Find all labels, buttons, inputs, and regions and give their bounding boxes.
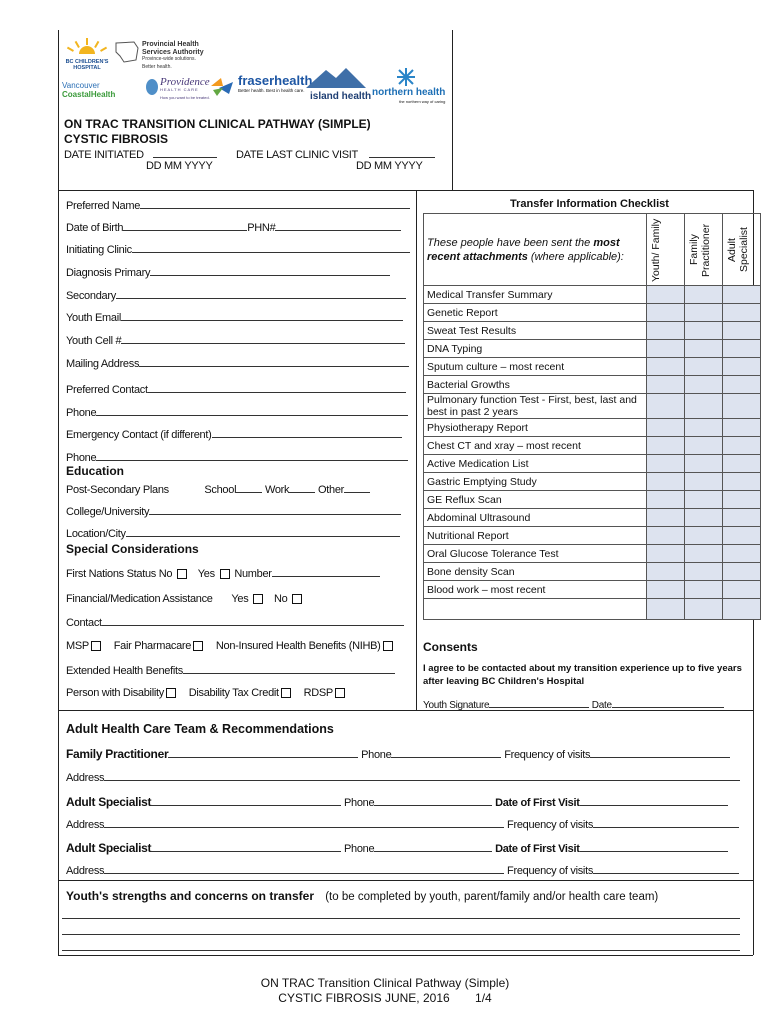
spec2-address-row: [66, 864, 739, 877]
financial-no-label: No: [273, 593, 288, 605]
college-field[interactable]: [149, 505, 401, 515]
checklist-check-fp[interactable]: [685, 491, 723, 509]
checklist-row: [424, 286, 761, 304]
nihb-checkbox[interactable]: [383, 641, 393, 651]
spec2-address-field[interactable]: [104, 864, 504, 874]
checklist-check-spec[interactable]: [723, 599, 761, 620]
college-label: College/University: [66, 506, 150, 518]
diagnosis-primary-field[interactable]: [150, 266, 390, 276]
strengths-line-2[interactable]: [62, 934, 740, 935]
checklist-row: [424, 509, 761, 527]
checklist-check-fp[interactable]: [685, 473, 723, 491]
logo-island: island health: [310, 91, 372, 102]
number-label: Number: [234, 568, 272, 580]
post-secondary-row: [66, 483, 370, 496]
special-heading: Special Considerations: [66, 542, 199, 556]
initiating-clinic-field[interactable]: [132, 243, 410, 253]
fp-address-row: [66, 771, 740, 784]
checklist-row: [424, 527, 761, 545]
preferred-name-row: [66, 199, 410, 212]
checklist-check-youth[interactable]: [647, 599, 685, 620]
spec1-address-field[interactable]: [104, 818, 504, 828]
checklist-row: [424, 473, 761, 491]
checklist-check-youth[interactable]: [647, 473, 685, 491]
college-row: [66, 505, 401, 518]
spec2-address-label: Address: [66, 865, 105, 877]
checklist-item-label: Pulmonary function Test - First, best, last and best in past 2 years: [424, 394, 647, 419]
contact-row: [66, 616, 404, 629]
msp-label: MSP: [66, 640, 89, 652]
checklist-check-youth[interactable]: [647, 545, 685, 563]
date-initiated-field[interactable]: [153, 148, 217, 158]
bc-map-icon: [114, 40, 140, 64]
checklist-check-spec[interactable]: [723, 394, 761, 419]
education-heading: Education: [66, 464, 125, 478]
checklist-row: [424, 376, 761, 394]
strengths-note: (to be completed by youth, parent/family and/or health care team): [325, 891, 659, 903]
youth-cell-field[interactable]: [121, 334, 405, 344]
checklist-row: [424, 340, 761, 358]
checklist-intro: These people have been sent the most recent attachments (where applicable):: [424, 214, 647, 286]
checklist-row: [424, 491, 761, 509]
rdsp-label: RDSP: [303, 687, 333, 699]
emergency-contact-row: [66, 428, 402, 441]
spec2-freq-field[interactable]: [593, 864, 739, 874]
page-subtitle: CYSTIC FIBROSIS: [64, 132, 169, 146]
mailing-address-row: [66, 357, 409, 370]
diagnosis-primary-label: Diagnosis Primary: [66, 267, 151, 279]
youth-signature-row: [423, 698, 724, 711]
spec1-freq-field[interactable]: [593, 818, 739, 828]
spec1-address-label: Address: [66, 819, 105, 831]
col-spec-header: Adult Specialist: [723, 214, 761, 286]
checklist-item-label: Medical Transfer Summary: [424, 286, 647, 304]
spec1-field[interactable]: [151, 796, 341, 806]
phone2-label: Phone: [66, 452, 97, 464]
consent-date-field[interactable]: [612, 698, 724, 708]
youth-signature-label: Youth Signature: [423, 700, 490, 711]
checklist-item-label: Physiotherapy Report: [424, 419, 647, 437]
fp-field[interactable]: [168, 748, 358, 758]
checklist-check-spec[interactable]: [723, 286, 761, 304]
checklist-check-fp[interactable]: [685, 358, 723, 376]
spec1-phone-field[interactable]: [374, 796, 492, 806]
phone-label: Phone: [66, 407, 97, 419]
first-nations-yes-label: Yes: [197, 568, 215, 580]
checklist-check-youth[interactable]: [647, 527, 685, 545]
dtc-label: Disability Tax Credit: [188, 687, 279, 699]
checklist-row: [424, 358, 761, 376]
first-nations-yes-checkbox[interactable]: [220, 569, 230, 579]
date-format-1: DD MM YYYY: [146, 160, 213, 172]
logo-northern: northern health the northern way of caring: [372, 87, 446, 104]
strengths-heading: Youth's strengths and concerns on transfer: [66, 889, 315, 903]
first-nations-label: First Nations Status No: [66, 568, 173, 580]
column-divider: [416, 190, 417, 710]
checklist-check-spec[interactable]: [723, 527, 761, 545]
adult-team-heading: Adult Health Care Team & Recommendations: [66, 722, 334, 736]
date-last-visit-label: DATE LAST CLINIC VISIT: [236, 149, 358, 161]
checklist-check-youth[interactable]: [647, 286, 685, 304]
spec1-freq-label: Frequency of visits: [507, 819, 594, 831]
strengths-section-top: [58, 880, 753, 881]
fair-pharmacare-label: Fair Pharmacare: [113, 640, 192, 652]
checklist-empty-row: [424, 599, 761, 620]
footer-subtitle: [0, 991, 770, 1005]
checklist-check-youth[interactable]: [647, 581, 685, 599]
checklist-check-youth[interactable]: [647, 394, 685, 419]
checklist-check-spec[interactable]: [723, 437, 761, 455]
preferred-contact-row: [66, 383, 406, 396]
col-fp-header: Family Practitioner: [685, 214, 723, 286]
checklist-check-fp[interactable]: [685, 340, 723, 358]
logo-phsa: [114, 40, 140, 69]
emergency-contact-label: Emergency Contact (if different): [66, 429, 212, 441]
checklist-row: [424, 581, 761, 599]
financial-yes-checkbox[interactable]: [253, 594, 263, 604]
checklist-check-spec[interactable]: [723, 340, 761, 358]
checklist-check-spec[interactable]: [723, 491, 761, 509]
youth-email-field[interactable]: [121, 311, 403, 321]
checklist-check-youth[interactable]: [647, 376, 685, 394]
spec2-row: [66, 841, 728, 855]
checklist-check-spec[interactable]: [723, 358, 761, 376]
strengths-line-1[interactable]: [62, 918, 740, 919]
mailing-address-field[interactable]: [139, 357, 409, 367]
fp-address-field[interactable]: [104, 771, 740, 781]
providence-icon: [144, 78, 160, 96]
spec2-first-visit-field[interactable]: [580, 842, 728, 852]
preferred-contact-field[interactable]: [148, 383, 406, 393]
frame-bottom: [58, 955, 753, 956]
checklist-item-label: Abdominal Ultrasound: [424, 509, 647, 527]
phn-field[interactable]: [275, 221, 401, 231]
first-nations-row: [66, 567, 380, 580]
checklist-row: [424, 322, 761, 340]
consent-date-label: Date: [591, 700, 612, 711]
rdsp-checkbox[interactable]: [335, 688, 345, 698]
checklist-check-fp[interactable]: [685, 527, 723, 545]
preferred-name-field[interactable]: [140, 199, 410, 209]
fp-label: Family Practitioner: [66, 747, 169, 761]
checklist-check-youth[interactable]: [647, 322, 685, 340]
youth-cell-label: Youth Cell #: [66, 335, 122, 347]
checklist-item-label: Oral Glucose Tolerance Test: [424, 545, 647, 563]
spec1-phone-label: Phone: [343, 797, 375, 809]
sun-icon: [64, 38, 110, 54]
checklist-check-spec[interactable]: [723, 419, 761, 437]
extended-field[interactable]: [183, 664, 395, 674]
island-mountain-icon: [306, 66, 366, 93]
transfer-checklist-table: [423, 213, 761, 620]
checklist-row: [424, 437, 761, 455]
checklist-check-fp[interactable]: [685, 455, 723, 473]
spec1-address-row: [66, 818, 739, 831]
initiating-clinic-label: Initiating Clinic: [66, 244, 132, 256]
checklist-check-youth[interactable]: [647, 437, 685, 455]
checklist-check-spec[interactable]: [723, 322, 761, 340]
frame-left-top: [58, 30, 59, 190]
secondary-row: [66, 289, 406, 302]
financial-no-checkbox[interactable]: [292, 594, 302, 604]
checklist-check-fp[interactable]: [685, 322, 723, 340]
checklist-item-label: Bacterial Growths: [424, 376, 647, 394]
strengths-line-3[interactable]: [62, 950, 740, 951]
checklist-check-fp[interactable]: [685, 563, 723, 581]
checklist-check-youth[interactable]: [647, 563, 685, 581]
preferred-contact-label: Preferred Contact: [66, 384, 148, 396]
col-youth-header: Youth/ Family: [647, 214, 685, 286]
contact-field[interactable]: [102, 616, 404, 626]
providence-text: Providence HEALTH CARE How you want to be treated.: [160, 76, 210, 100]
consents-text: I agree to be contacted about my transition experience up to five years after leaving BC Children's Hospital: [423, 663, 742, 687]
logo-bcch: BC CHILDREN'S HOSPITAL: [64, 38, 110, 71]
checklist-check-fp[interactable]: [685, 509, 723, 527]
spec1-label: Adult Specialist: [66, 795, 152, 809]
fp-freq-label: Frequency of visits: [504, 749, 591, 761]
checklist-check-spec[interactable]: [723, 509, 761, 527]
checklist-row: [424, 563, 761, 581]
footer-title: ON TRAC Transition Clinical Pathway (Simple): [260, 976, 510, 990]
checklist-item-label: Chest CT and xray – most recent: [424, 437, 647, 455]
extended-label: Extended Health Benefits: [66, 665, 183, 677]
checklist-row: [424, 394, 761, 419]
checklist-item-label: Genetic Report: [424, 304, 647, 322]
checklist-row: [424, 419, 761, 437]
financial-label: Financial/Medication Assistance: [66, 593, 213, 605]
checklist-check-youth[interactable]: [647, 304, 685, 322]
checklist-check-fp[interactable]: [685, 419, 723, 437]
emergency-contact-field[interactable]: [212, 428, 402, 438]
dtc-checkbox[interactable]: [281, 688, 291, 698]
logo-fraser: fraserhealth Better health. Best in health care.: [238, 73, 313, 93]
work-field[interactable]: [289, 483, 315, 493]
checklist-check-fp[interactable]: [685, 394, 723, 419]
checklist-check-youth[interactable]: [647, 419, 685, 437]
location-label: Location/City: [66, 528, 126, 540]
checklist-check-spec[interactable]: [723, 563, 761, 581]
checklist-check-spec[interactable]: [723, 581, 761, 599]
checklist-check-fp[interactable]: [685, 376, 723, 394]
checklist-check-spec[interactable]: [723, 473, 761, 491]
school-field[interactable]: [236, 483, 262, 493]
checklist-check-fp[interactable]: [685, 286, 723, 304]
checklist-item-label: Active Medication List: [424, 455, 647, 473]
fp-address-label: Address: [66, 772, 105, 784]
date-initiated-label: DATE INITIATED: [64, 149, 144, 161]
checklist-item-label: DNA Typing: [424, 340, 647, 358]
phone-field[interactable]: [96, 406, 408, 416]
secondary-field[interactable]: [116, 289, 406, 299]
mailing-address-label: Mailing Address: [66, 358, 140, 370]
diagnosis-row: [66, 266, 390, 279]
checklist-item-label: Sputum culture – most recent: [424, 358, 647, 376]
checklist-empty-cell: [424, 599, 647, 620]
checklist-check-fp[interactable]: [685, 545, 723, 563]
other-field[interactable]: [344, 483, 370, 493]
checklist-check-youth[interactable]: [647, 358, 685, 376]
checklist-item-label: Gastric Emptying Study: [424, 473, 647, 491]
checklist-row: [424, 545, 761, 563]
msp-checkbox[interactable]: [91, 641, 101, 651]
spec1-first-visit-label: Date of First Visit: [495, 797, 580, 809]
checklist-check-spec[interactable]: [723, 545, 761, 563]
logo-vch: Vancouver CoastalHealth: [62, 81, 116, 99]
consents-heading: Consents: [423, 640, 478, 654]
spec2-phone-field[interactable]: [374, 842, 492, 852]
spec1-row: [66, 795, 728, 809]
benefits-row: [66, 640, 395, 652]
financial-row: [66, 593, 304, 605]
frame-right-top: [452, 30, 453, 190]
checklist-item-label: GE Reflux Scan: [424, 491, 647, 509]
checklist-check-youth[interactable]: [647, 509, 685, 527]
phone2-row: [66, 451, 408, 464]
checklist-item-label: Nutritional Report: [424, 527, 647, 545]
fp-phone-label: Phone: [361, 749, 392, 761]
contact-label: Contact: [66, 617, 102, 629]
first-nations-no-checkbox[interactable]: [177, 569, 187, 579]
spec2-phone-label: Phone: [343, 843, 375, 855]
spec2-first-visit-label: Date of First Visit: [495, 843, 580, 855]
nihb-label: Non-Insured Health Benefits (NIHB): [215, 640, 381, 652]
youth-cell-row: [66, 334, 405, 347]
spec2-label: Adult Specialist: [66, 841, 152, 855]
checklist-check-youth[interactable]: [647, 340, 685, 358]
checklist-row: [424, 455, 761, 473]
frame-left: [58, 190, 59, 955]
fp-freq-field[interactable]: [590, 748, 730, 758]
checklist-check-spec[interactable]: [723, 304, 761, 322]
phone2-field[interactable]: [96, 451, 408, 461]
checklist-check-fp[interactable]: [685, 581, 723, 599]
logo-providence: [144, 78, 160, 101]
number-field[interactable]: [272, 567, 380, 577]
checklist-title: Transfer Information Checklist: [510, 198, 669, 210]
dob-label: Date of Birth: [66, 222, 124, 234]
footer-date: CYSTIC FIBROSIS JUNE, 2016: [278, 991, 450, 1005]
spec2-freq-label: Frequency of visits: [507, 865, 594, 877]
spec2-field[interactable]: [151, 842, 341, 852]
frame-top-line: [58, 190, 753, 191]
financial-yes-label: Yes: [231, 593, 249, 605]
fp-phone-field[interactable]: [391, 748, 501, 758]
extended-row: [66, 664, 395, 677]
checklist-check-fp[interactable]: [685, 304, 723, 322]
checklist-check-youth[interactable]: [647, 491, 685, 509]
date-last-visit-field[interactable]: [369, 148, 435, 158]
youth-signature-field[interactable]: [489, 698, 589, 708]
work-label: Work: [264, 484, 290, 496]
checklist-check-youth[interactable]: [647, 455, 685, 473]
other-label: Other: [318, 484, 345, 496]
school-label: School: [204, 484, 237, 496]
checklist-item-label: Blood work – most recent: [424, 581, 647, 599]
dob-field[interactable]: [123, 221, 247, 231]
fraser-icon: [209, 74, 239, 103]
disability-label: Person with Disability: [66, 687, 164, 699]
location-field[interactable]: [126, 527, 400, 537]
location-row: [66, 527, 400, 540]
page-number: 1/4: [475, 991, 492, 1005]
checklist-item-label: Bone density Scan: [424, 563, 647, 581]
checklist-check-fp[interactable]: [685, 437, 723, 455]
checklist-item-label: Sweat Test Results: [424, 322, 647, 340]
checklist-row: [424, 304, 761, 322]
youth-email-label: Youth Email: [66, 312, 121, 324]
fair-pharmacare-checkbox[interactable]: [193, 641, 203, 651]
preferred-name-label: Preferred Name: [66, 200, 141, 212]
checklist-check-spec[interactable]: [723, 455, 761, 473]
phone-row: [66, 406, 408, 419]
disability-row: [66, 687, 347, 699]
secondary-label: Secondary: [66, 290, 116, 302]
disability-checkbox[interactable]: [166, 688, 176, 698]
page-title: ON TRAC TRANSITION CLINICAL PATHWAY (SIMPLE): [64, 117, 371, 131]
spec1-first-visit-field[interactable]: [580, 796, 728, 806]
dob-row: [66, 221, 401, 234]
checklist-check-fp[interactable]: [685, 599, 723, 620]
date-format-2: DD MM YYYY: [356, 160, 423, 172]
fp-row: [66, 747, 730, 761]
phn-label: PHN#: [247, 222, 276, 234]
strengths-row: [66, 889, 658, 903]
youth-email-row: [66, 311, 403, 324]
checklist-check-spec[interactable]: [723, 376, 761, 394]
initiating-clinic-row: [66, 243, 410, 256]
post-secondary-label: Post-Secondary Plans: [66, 484, 169, 496]
phsa-text: Provincial Health Services Authority Province-wide solutions. Better health.: [142, 41, 204, 70]
